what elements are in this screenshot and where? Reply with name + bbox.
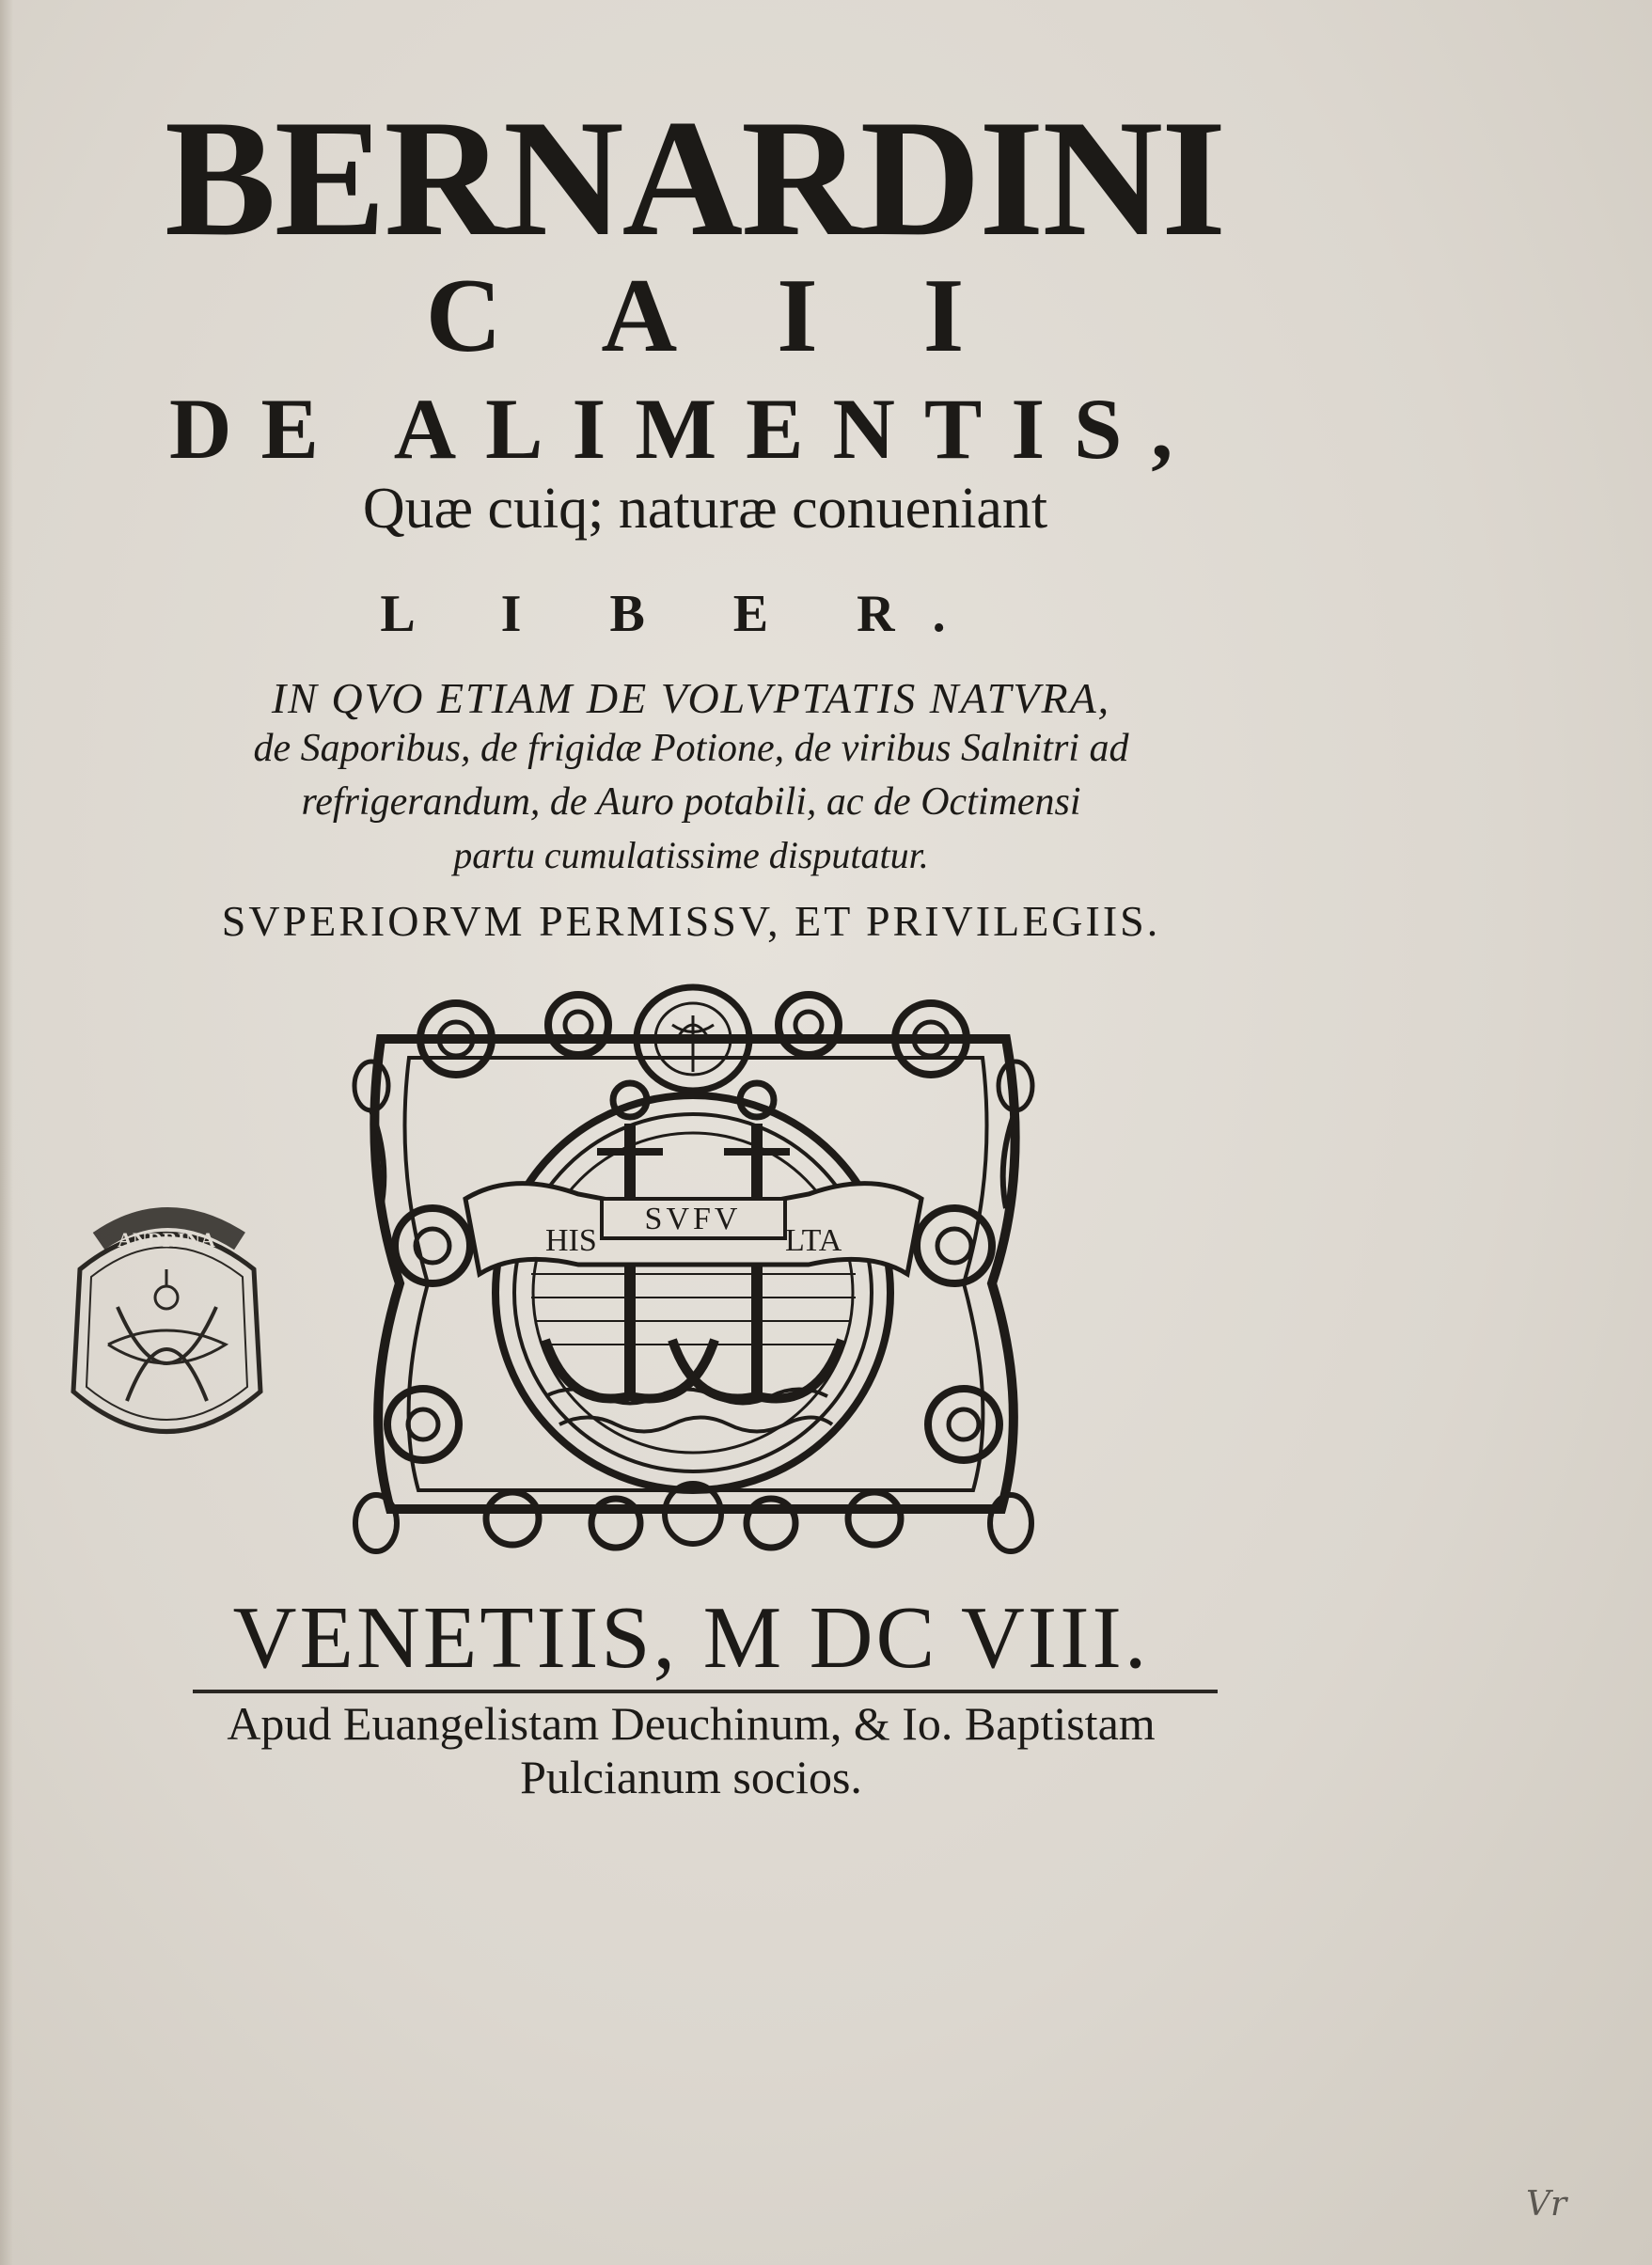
motto-center: SVFV [644, 1202, 742, 1236]
pencil-mark-text: Vr [1526, 2185, 1567, 2224]
imprint-printer-line-1: Apud Euangelistam Deuchinum, & Io. Baptistam [227, 1697, 1156, 1750]
permission-line: SVPERIORVM PERMISSV, ET PRIVILEGIIS. [221, 897, 1161, 945]
motto-right: LTA [785, 1223, 842, 1258]
motto-left: HIS [545, 1223, 597, 1258]
author-line: BERNARDINI [165, 85, 1225, 271]
author-line-2: C A I I [425, 258, 1004, 374]
anchor-emblem-icon [343, 983, 1044, 1561]
description-line-4: partu cumulatissime disputatur. [453, 834, 929, 876]
description-line-2: de Saporibus, de frigidæ Potione, de viribus Salnitri ad [253, 727, 1129, 770]
description-line-3: refrigerandum, de Auro potabili, ac de Octimensi [301, 780, 1081, 824]
description-line-1: IN QVO ETIAM DE VOLVPTATIS NATVRA, [271, 674, 1111, 722]
imprint-city-date: VENETIIS, M DC VIII. [232, 1589, 1150, 1687]
imprint-rule [193, 1690, 1218, 1693]
imprint-printer-line-2: Pulcianum socios. [520, 1751, 862, 1803]
liber-line: L I B E R. [380, 585, 983, 643]
title-line: DE ALIMENTIS, [169, 381, 1203, 477]
library-stamp-icon [61, 1203, 273, 1453]
pencil-mark [1521, 2179, 1611, 2226]
subtitle-line: Quæ cuiq; naturæ conueniant [362, 477, 1048, 541]
stamp-text: ANDRINA [118, 1228, 215, 1251]
